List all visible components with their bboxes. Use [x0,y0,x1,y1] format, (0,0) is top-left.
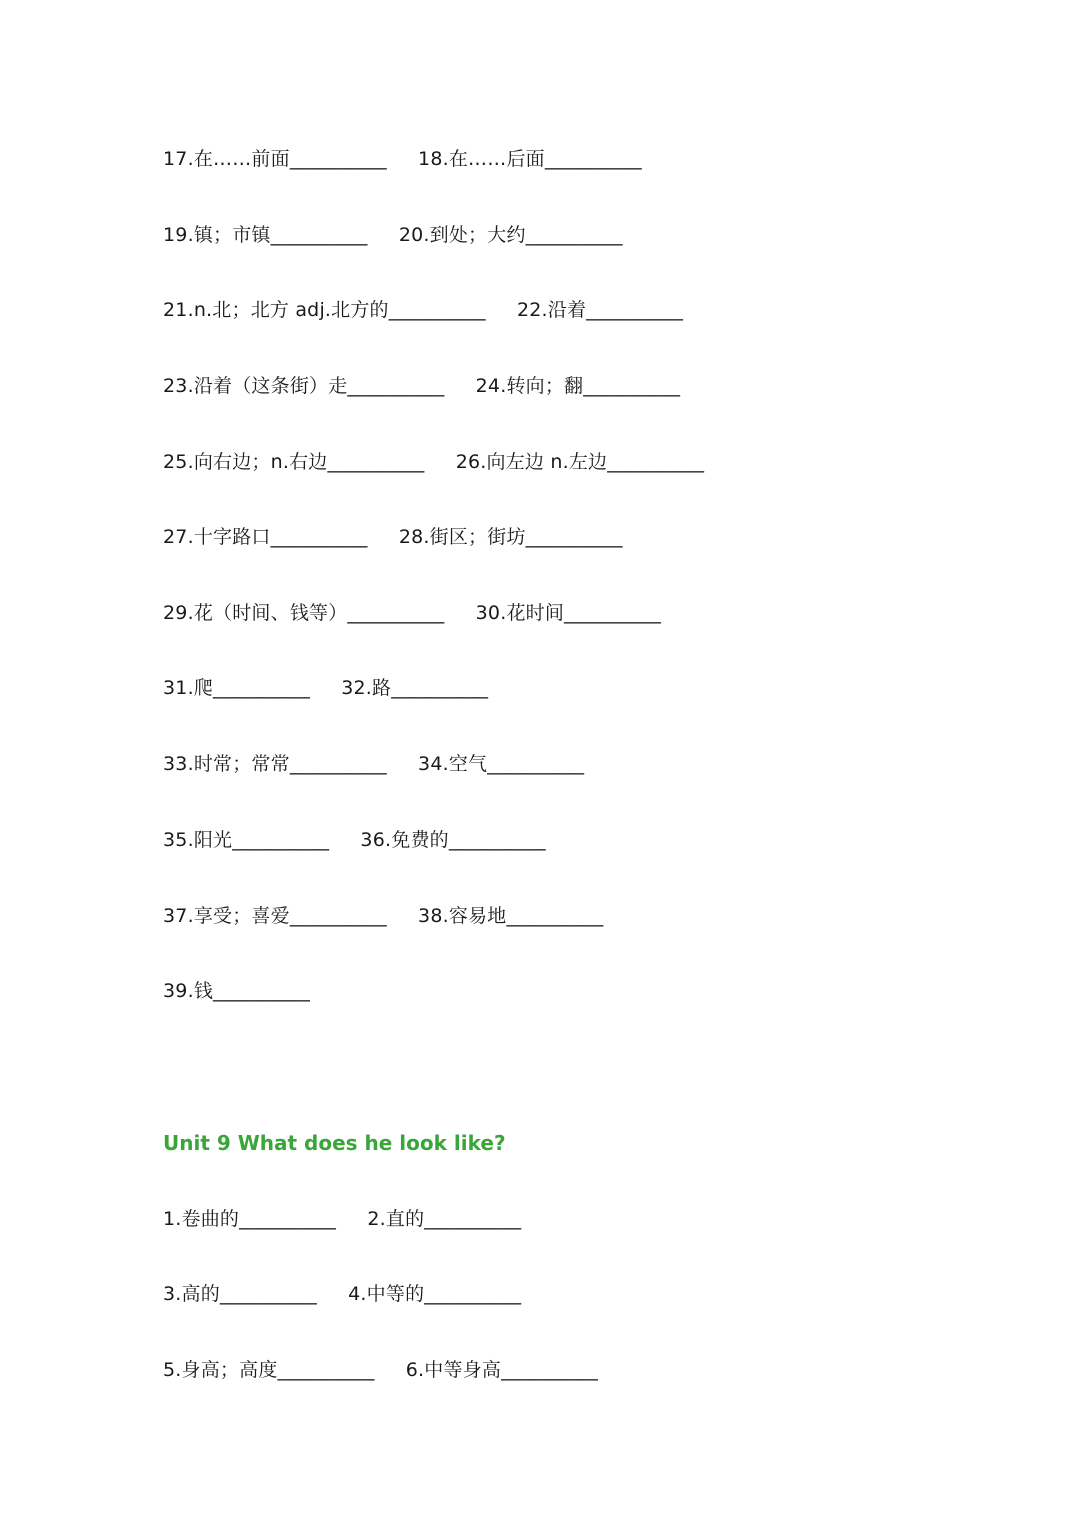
vocab-item: 6.中等身高__________ [405,1359,599,1381]
vocab-row [163,827,546,853]
vocab-item: 21.n.北；北方 adj.北方的__________ [163,299,486,321]
vocab-item: 24.转向；翻__________ [475,375,681,397]
vocab-item: 2.直的__________ [367,1208,522,1230]
vocab-row [163,600,661,626]
vocab-item: 36.免费的__________ [360,829,546,851]
vocab-item: 34.空气__________ [418,753,585,775]
vocab-row [163,373,680,399]
vocab-item: 3.高的__________ [163,1283,317,1305]
vocab-item: 33.时常；常常__________ [163,753,387,775]
vocab-row [163,903,603,929]
vocab-item: 38.容易地__________ [418,905,604,927]
vocab-item: 39.钱__________ [163,980,311,1002]
vocab-item: 30.花时间__________ [475,602,662,624]
vocab-row [163,1281,521,1307]
vocab-item: 26.向左边 n.左边__________ [455,451,705,473]
vocab-row [163,1357,598,1383]
vocab-row [163,675,488,701]
vocab-item: 17.在……前面__________ [163,148,387,170]
vocab-item: 18.在……后面__________ [418,148,642,170]
vocab-row [163,978,310,1004]
vocab-item: 35.阳光__________ [163,829,330,851]
vocab-row [163,751,584,777]
vocab-item: 5.身高；高度__________ [163,1359,375,1381]
vocab-row [163,297,683,323]
vocab-item: 4.中等的__________ [348,1283,522,1305]
vocab-item: 27.十字路口__________ [163,526,368,548]
vocab-row [163,1206,521,1232]
vocab-item: 37.享受；喜爱__________ [163,905,387,927]
vocab-item: 25.向右边；n.右边__________ [163,451,425,473]
vocab-item: 32.路__________ [341,677,489,699]
section-heading: Unit 9 What does he look like? [163,1131,506,1155]
vocab-row [163,146,642,172]
vocab-item: 28.街区；街坊__________ [398,526,623,548]
vocab-row [163,222,623,248]
vocab-item: 31.爬__________ [163,677,311,699]
vocab-row [163,524,623,550]
vocab-item: 1.卷曲的__________ [163,1208,337,1230]
vocab-item: 20.到处；大约__________ [398,224,623,246]
vocab-item: 19.镇；市镇__________ [163,224,368,246]
vocab-row [163,449,704,475]
vocab-item: 23.沿着（这条街）走__________ [163,375,445,397]
vocab-item: 29.花（时间、钱等）__________ [163,602,445,624]
vocab-item: 22.沿着__________ [516,299,684,321]
